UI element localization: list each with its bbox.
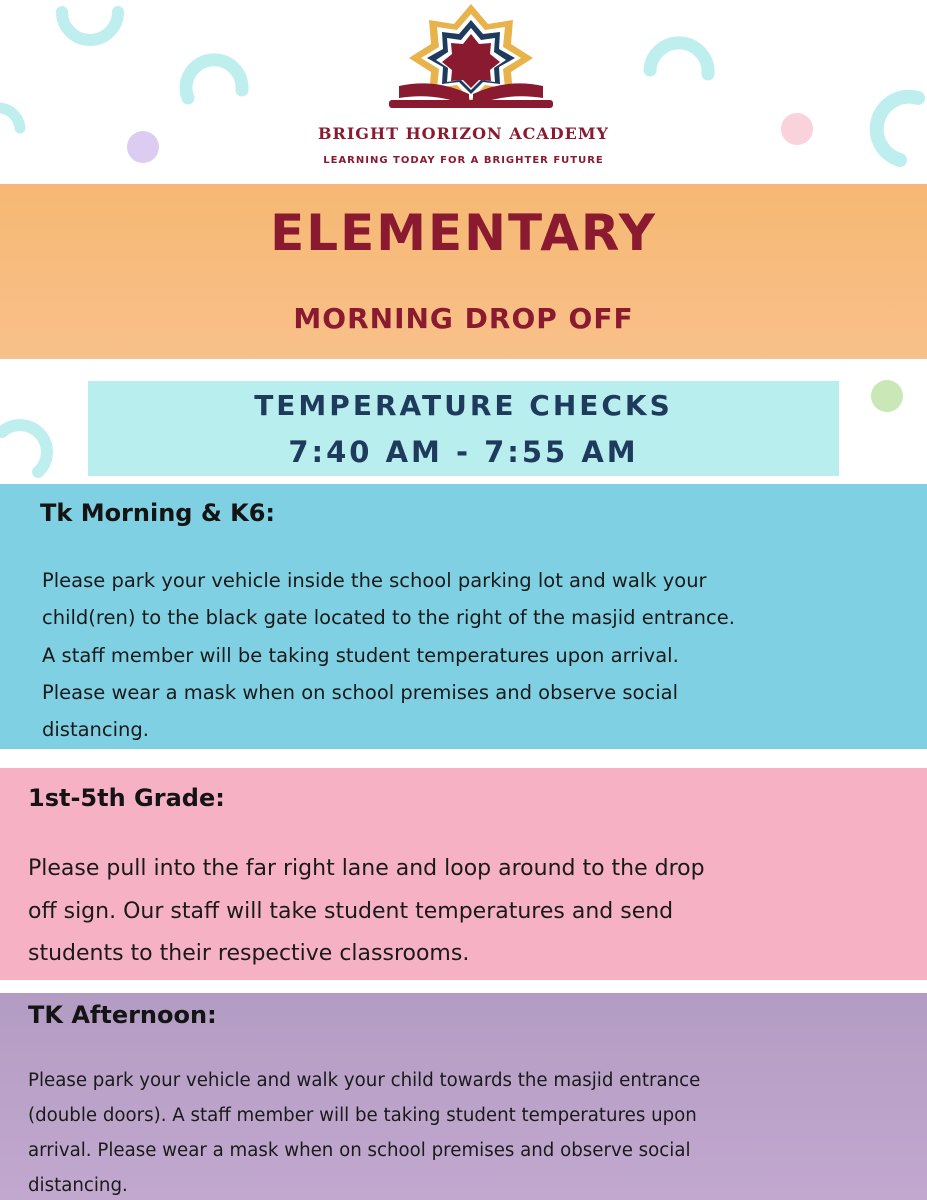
temperature-check-label: TEMPERATURE CHECKS xyxy=(254,389,673,422)
body-line: Please pull into the far right lane and loop around to the drop xyxy=(28,856,705,881)
star-book-logo-icon xyxy=(385,2,557,114)
dot-decoration xyxy=(871,380,903,412)
title-banner xyxy=(0,184,927,359)
body-line: students to their respective classrooms. xyxy=(28,941,470,966)
section-tk-afternoon xyxy=(0,993,927,1200)
body-line: Please wear a mask when on school premises and observe social xyxy=(42,680,678,704)
section-body xyxy=(28,1063,908,1200)
temperature-check-box xyxy=(88,381,839,476)
section-tk-morning-k6 xyxy=(0,484,927,749)
section-body xyxy=(42,562,922,748)
school-tagline: LEARNING TODAY FOR A BRIGHTER FUTURE xyxy=(323,155,604,166)
header xyxy=(0,0,927,183)
body-line: off sign. Our staff will take student temperatures and send xyxy=(28,898,674,924)
page-subtitle: MORNING DROP OFF xyxy=(293,302,634,335)
body-line: A staff member will be taking student temperatures upon arrival. xyxy=(42,643,679,667)
school-name: BRIGHT HORIZON ACADEMY xyxy=(318,124,609,143)
page-title: ELEMENTARY xyxy=(270,204,657,262)
body-line: distancing. xyxy=(42,718,149,742)
section-heading: Tk Morning & K6: xyxy=(40,499,276,527)
body-line: (double doors). A staff member will be taking student temperatures upon xyxy=(28,1105,697,1126)
section-1st-5th-grade xyxy=(0,768,927,980)
body-line: Please park your vehicle and walk your child towards the masjid entrance xyxy=(28,1070,701,1091)
section-heading: TK Afternoon: xyxy=(28,1001,217,1029)
body-line: arrival. Please wear a mask when on school premises and observe social xyxy=(28,1140,691,1161)
section-body xyxy=(28,848,908,976)
arc-decoration xyxy=(2,425,47,472)
temperature-check-time: 7:40 AM - 7:55 AM xyxy=(288,435,639,469)
body-line: child(ren) to the black gate located to the right of the masjid entrance. xyxy=(42,606,735,630)
section-heading: 1st-5th Grade: xyxy=(28,784,225,812)
body-line: Please park your vehicle inside the school parking lot and walk your xyxy=(42,569,707,592)
body-line: distancing. xyxy=(28,1175,128,1196)
